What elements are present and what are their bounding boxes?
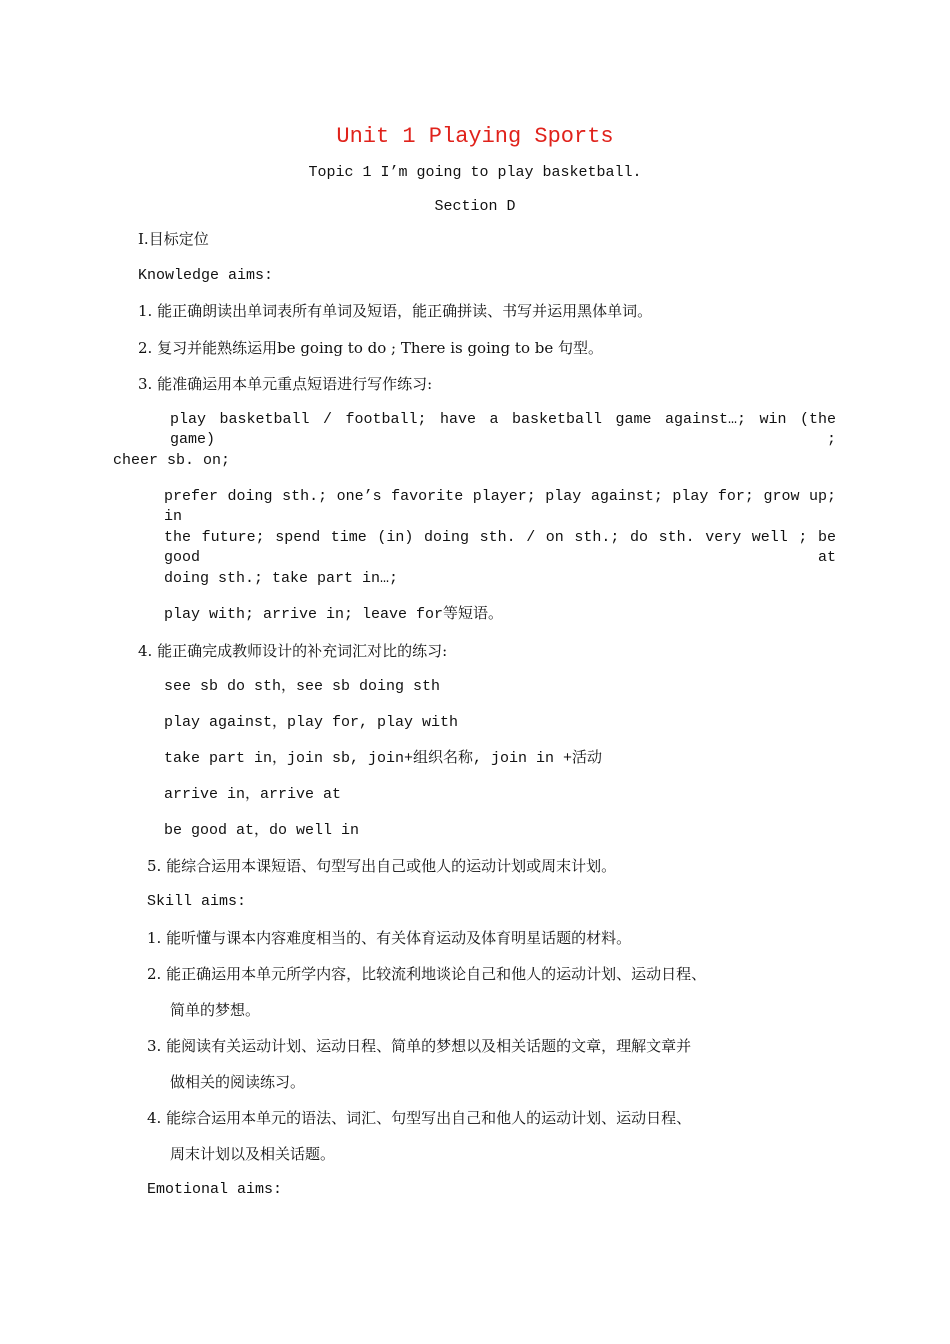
phrase-line-3: prefer doing sth.; one’s favorite player; play against; play for; grow up; in	[164, 488, 836, 525]
knowledge-item-1: 1. 能正确朗读出单词表所有单词及短语，能正确拼读、书写并运用黑体单词。	[138, 302, 653, 320]
phrase-line-2: cheer sb. on;	[113, 452, 231, 469]
compare-line-4: arrive in，arrive at	[164, 786, 342, 803]
knowledge-item-3: 3. 能准确运用本单元重点短语进行写作练习:	[138, 375, 433, 393]
skill-item-3-cont: 做相关的阅读练习。	[170, 1073, 306, 1091]
skill-aims-label: Skill aims:	[147, 893, 247, 910]
compare-line-2: play against，play for, play with	[164, 714, 459, 731]
phrase-line-5: doing sth.; take part in…;	[164, 570, 399, 587]
skill-item-1: 1. 能听懂与课本内容难度相当的、有关体育运动及体育明星话题的材料。	[147, 929, 632, 947]
skill-item-4: 4. 能综合运用本单元的语法、词汇、句型写出自己和他人的运动计划、运动日程、	[147, 1109, 692, 1127]
knowledge-item-2: 2. 复习并能熟练运用be going to do ; There is going to be 句型。	[138, 339, 603, 357]
knowledge-item-5: 5. 能综合运用本课短语、句型写出自己或他人的运动计划或周末计划。	[147, 857, 617, 875]
compare-line-3: take part in，join sb, join+组织名称, join in +活动	[164, 750, 603, 767]
skill-item-4-cont: 周末计划以及相关话题。	[170, 1145, 336, 1163]
unit-title: Unit 1 Playing Sports	[336, 124, 614, 149]
knowledge-aims-label: Knowledge aims:	[138, 267, 274, 284]
topic-title: Topic 1 I’m going to play basketball.	[308, 164, 642, 181]
phrase-line-4: the future; spend time (in) doing sth. / on sth.; do sth. very well ; be good at	[164, 529, 836, 566]
section-title: Section D	[434, 198, 516, 215]
skill-item-2: 2. 能正确运用本单元所学内容，比较流利地谈论自己和他人的运动计划、运动日程、	[147, 965, 707, 983]
knowledge-item-4: 4. 能正确完成教师设计的补充词汇对比的练习:	[138, 642, 448, 660]
skill-item-3: 3. 能阅读有关运动计划、运动日程、简单的梦想以及相关话题的文章，理解文章并	[147, 1037, 692, 1055]
aims-heading: I.目标定位	[138, 230, 209, 248]
phrase-line-1: play basketball / football; have a basketball game against…; win (the game) ;	[170, 411, 836, 448]
compare-line-5: be good at，do well in	[164, 822, 360, 839]
compare-line-1: see sb do sth，see sb doing sth	[164, 678, 441, 695]
skill-item-2-cont: 简单的梦想。	[170, 1001, 261, 1019]
emotional-aims-label: Emotional aims:	[147, 1181, 283, 1198]
phrase-line-6: play with; arrive in; leave for等短语。	[164, 606, 504, 623]
